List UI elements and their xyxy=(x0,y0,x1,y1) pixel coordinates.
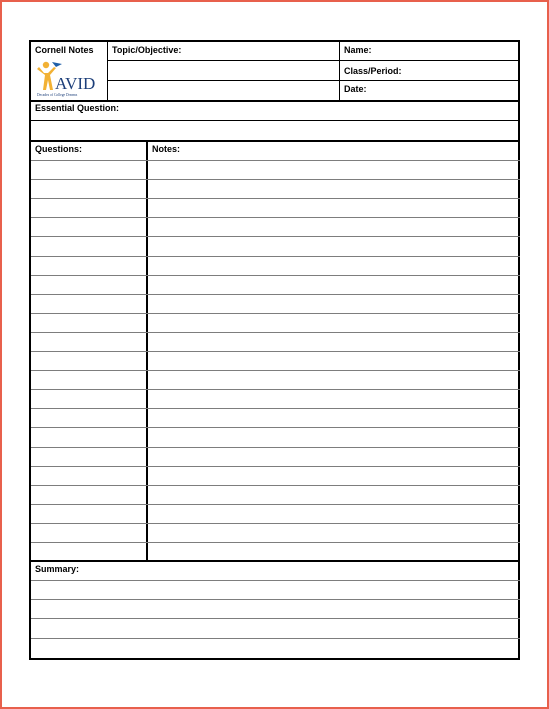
avid-wordmark: AVID xyxy=(55,74,96,93)
topic-objective-label: Topic/Objective: xyxy=(112,45,182,55)
date-label: Date: xyxy=(344,84,367,94)
note-rule-line xyxy=(31,542,520,543)
cornell-notes-label: Cornell Notes xyxy=(35,45,94,55)
summary-rule-line xyxy=(31,618,520,619)
note-rule-line xyxy=(31,217,520,218)
note-rule-line xyxy=(31,523,520,524)
avid-logo xyxy=(35,60,105,103)
cornell-notes-sheet xyxy=(29,40,520,660)
topic-rule-1 xyxy=(108,60,339,61)
questions-label: Questions: xyxy=(35,144,83,154)
note-rule-line xyxy=(31,485,520,486)
note-rule-line xyxy=(31,351,520,352)
note-rule-line xyxy=(31,504,520,505)
note-rule-line xyxy=(31,160,520,161)
avid-tagline: Decades of College Dreams xyxy=(37,93,78,97)
header-divider-left xyxy=(107,42,108,100)
note-rule-line xyxy=(31,389,520,390)
note-rule-line xyxy=(31,408,520,409)
header-divider-right xyxy=(339,42,340,100)
note-rule-line xyxy=(31,447,520,448)
essential-question-label: Essential Question: xyxy=(35,103,120,113)
note-rule-line xyxy=(31,313,520,314)
essential-question-rule xyxy=(31,120,520,121)
summary-label: Summary: xyxy=(35,564,80,574)
avid-logo-icon xyxy=(35,60,105,98)
name-label: Name: xyxy=(344,45,372,55)
topic-rule-2 xyxy=(108,80,339,81)
note-rule-line xyxy=(31,236,520,237)
note-rule-line xyxy=(31,275,520,276)
summary-rule-line xyxy=(31,638,520,639)
name-rule xyxy=(340,60,520,61)
note-rule-line xyxy=(31,370,520,371)
note-rule-line xyxy=(31,332,520,333)
note-rule-line xyxy=(31,294,520,295)
summary-rule-line xyxy=(31,599,520,600)
class-period-rule xyxy=(340,80,520,81)
notes-bottom-border xyxy=(31,560,520,562)
note-rule-line xyxy=(31,466,520,467)
header-bottom-border xyxy=(31,100,520,102)
summary-rule-line xyxy=(31,580,520,581)
essential-question-bottom-border xyxy=(31,140,520,142)
notes-label: Notes: xyxy=(152,144,181,154)
note-rule-line xyxy=(31,198,520,199)
note-rule-line xyxy=(31,427,520,428)
note-rule-line xyxy=(31,256,520,257)
class-period-label: Class/Period: xyxy=(344,66,402,76)
note-rule-line xyxy=(31,179,520,180)
